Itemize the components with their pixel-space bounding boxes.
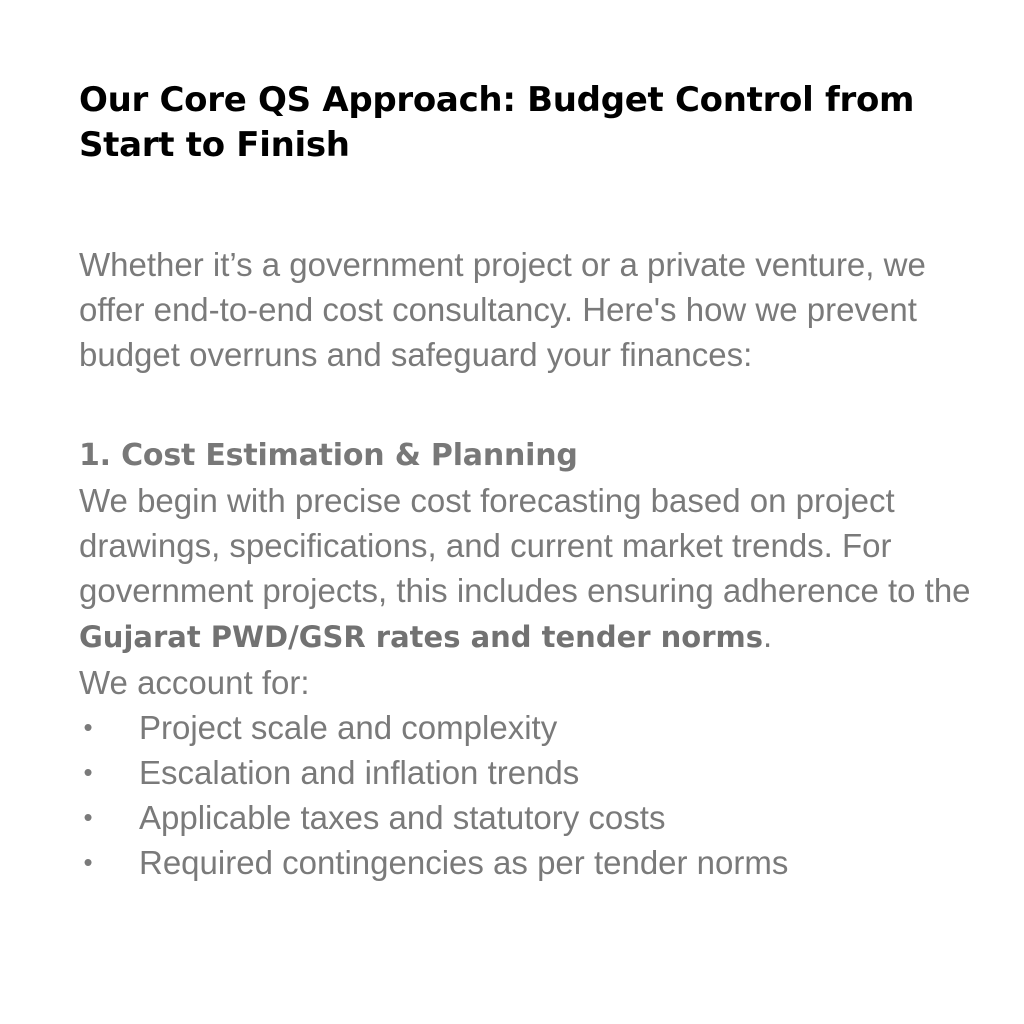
list-item: [79, 795, 979, 840]
bullet-icon: •: [83, 712, 93, 742]
intro-paragraph: Whether it’s a government project or a private venture, we offer end-to-end cost consultancy. Here's how we prevent budget overruns and safeguard your finances:: [79, 246, 926, 373]
content-card: [79, 78, 979, 885]
bullet-icon: •: [83, 847, 93, 877]
list-item: [79, 840, 979, 885]
bullet-icon: •: [83, 802, 93, 832]
page-title: Our Core QS Approach: Budget Control from Start to Finish: [79, 80, 915, 165]
account-label: We account for:: [79, 664, 310, 701]
bullet-list: [79, 705, 979, 885]
list-item-text: Applicable taxes and statutory costs: [139, 799, 666, 836]
section-heading: 1. Cost Estimation & Planning: [79, 438, 578, 473]
list-item-text: Required contingencies as per tender norms: [139, 844, 789, 881]
list-item: [79, 750, 979, 795]
bullet-icon: •: [83, 757, 93, 787]
list-item: [79, 705, 979, 750]
section-body-end: .: [763, 617, 773, 654]
list-item-text: Escalation and inflation trends: [139, 754, 580, 791]
section-body-emphasis: Gujarat PWD/GSR rates and tender norms: [79, 620, 763, 654]
section-body-text: We begin with precise cost forecasting based on project drawings, specifications, and current market trends. For government projects, this includes ensuring adherence to the: [79, 482, 971, 609]
list-item-text: Project scale and complexity: [139, 709, 558, 746]
section-body: [79, 478, 979, 660]
section-cost-estimation: [79, 433, 979, 885]
